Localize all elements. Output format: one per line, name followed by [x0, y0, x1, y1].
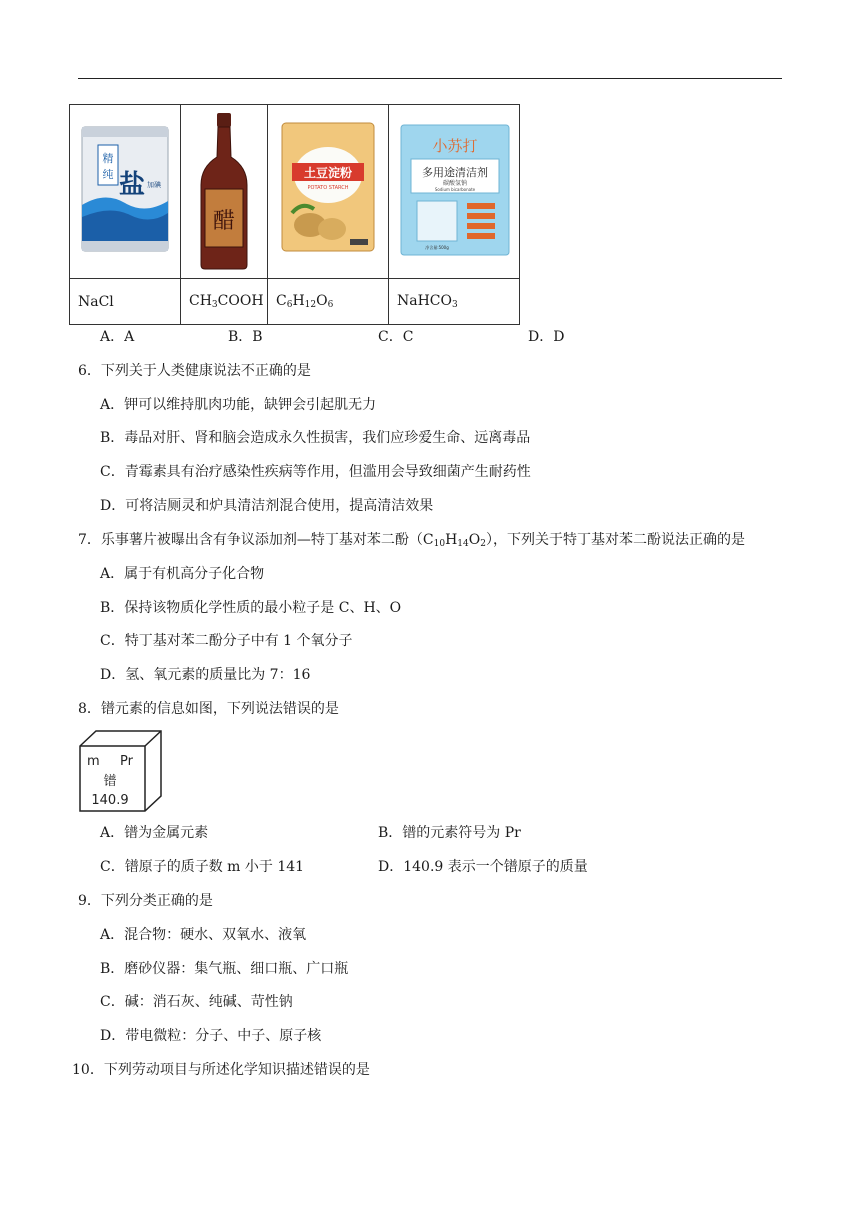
soda-band: 多用途清洁剂: [422, 166, 488, 179]
q6-option-b[interactable]: B．毒品对肝、肾和脑会造成永久性损害，我们应珍爱生命、远离毒品: [100, 430, 531, 446]
q5-option-b[interactable]: B．B: [228, 329, 263, 345]
q7-option-a[interactable]: A．属于有机高分子化合物: [100, 566, 265, 582]
q7-h: H: [445, 532, 458, 548]
q7-option-c[interactable]: C．特丁基对苯二酚分子中有 1 个氧分子: [100, 633, 353, 649]
header-rule: [78, 78, 782, 79]
soda-weight: 净含量:500g: [425, 245, 449, 250]
formula-acetic-sub: 3: [211, 300, 218, 310]
starch-label: 土豆淀粉: [303, 166, 353, 180]
formula-acetic-1: CH: [189, 293, 212, 309]
q9-option-d[interactable]: D．带电微粒：分子、中子、原子核: [100, 1028, 322, 1044]
starch-picture-cell: [268, 105, 389, 279]
element-mass: 140.9: [91, 793, 129, 808]
q10-stem: 10．下列劳动项目与所述化学知识描述错误的是: [72, 1062, 370, 1078]
q7-option-b[interactable]: B．保持该物质化学性质的最小粒子是 C、H、O: [100, 600, 402, 616]
q8-option-c[interactable]: C．镨原子的质子数 m 小于 141: [100, 859, 305, 875]
soda-picture-cell: [389, 105, 520, 279]
starch-sub-label: POTATO STARCH: [307, 185, 349, 191]
q7-stem: [78, 530, 745, 554]
q6-option-d[interactable]: D．可将洁厕灵和炉具清洁剂混合使用，提高清洁效果: [100, 498, 434, 514]
soda-sub: 碳酸氢钠: [442, 180, 468, 187]
element-cell-diagram: [79, 730, 163, 812]
q7-sub-2: 14: [457, 539, 469, 549]
vinegar-picture-cell: [181, 105, 268, 279]
q9-option-b[interactable]: B．磨砂仪器：集气瓶、细口瓶、广口瓶: [100, 961, 349, 977]
q5-option-a[interactable]: A．A: [100, 329, 135, 345]
q6-option-a[interactable]: A．钾可以维持肌肉功能，缺钾会引起肌无力: [100, 397, 377, 413]
element-name: 镨: [103, 774, 117, 789]
q7-sub-3: 2: [480, 539, 486, 549]
formula-cell: [70, 279, 181, 325]
q5-option-c[interactable]: C．C: [378, 329, 414, 345]
formula-nahco3: NaHCO: [397, 293, 452, 309]
q9-stem: 9．下列分类正确的是: [78, 893, 213, 909]
formula-glucose-sub-o: 6: [327, 300, 334, 310]
formula-glucose-c: C: [276, 293, 287, 309]
salt-bag-image: [70, 105, 180, 274]
soda-title: 小苏打: [432, 137, 478, 155]
salt-title-2: 纯: [102, 168, 114, 181]
q9-option-a[interactable]: A．混合物：硬水、双氧水、液氧: [100, 927, 307, 943]
formula-nahco3-sub: 3: [452, 300, 458, 310]
q7-o: O: [468, 532, 481, 548]
formula-nacl: NaCl: [78, 293, 114, 310]
q7-stem-a: 7．乐事薯片被曝出含有争议添加剂—特丁基对苯二酚（C: [78, 532, 434, 548]
q7-stem-b: ），下列关于特丁基对苯二酚说法正确的是: [485, 532, 745, 548]
soda-en: Sodium bicarbonate: [434, 187, 476, 192]
salt-title-1: 精: [102, 152, 114, 165]
q7-option-d[interactable]: D．氢、氧元素的质量比为 7：16: [100, 667, 311, 683]
starch-bag-image: [268, 105, 388, 274]
vinegar-label: 醋: [212, 209, 236, 234]
element-symbol: Pr: [120, 754, 133, 769]
formula-glucose-sub-c: 6: [286, 300, 293, 310]
formula-cell: [181, 279, 268, 325]
salt-picture-cell: [70, 105, 181, 279]
formula-glucose-sub-h: 12: [304, 300, 317, 310]
formula-acetic-2: COOH: [217, 293, 264, 309]
formula-glucose-o: O: [316, 293, 328, 309]
product-table: [69, 104, 520, 325]
q8-option-a[interactable]: A．镨为金属元素: [100, 825, 209, 841]
formula-cell: [268, 279, 389, 325]
q6-option-c[interactable]: C．青霉素具有治疗感染性疾病等作用，但滥用会导致细菌产生耐药性: [100, 464, 531, 480]
salt-big-label: 盐: [118, 170, 146, 200]
q6-stem: 6．下列关于人类健康说法不正确的是: [78, 363, 311, 379]
formula-cell: [389, 279, 520, 325]
formula-glucose-h: H: [292, 293, 305, 309]
q5-option-d[interactable]: D．D: [528, 329, 565, 345]
q8-option-b[interactable]: B．镨的元素符号为 Pr: [378, 825, 521, 841]
element-number: m: [87, 754, 100, 769]
salt-small-label: 加碘: [147, 181, 161, 189]
q8-option-d[interactable]: D．140.9 表示一个镨原子的质量: [378, 859, 588, 875]
vinegar-bottle-image: [181, 105, 267, 274]
q7-sub-1: 10: [433, 539, 446, 549]
q8-stem: 8．镨元素的信息如图，下列说法错误的是: [78, 701, 339, 717]
q9-option-c[interactable]: C．碱：消石灰、纯碱、苛性钠: [100, 994, 293, 1010]
soda-bag-image: [389, 105, 519, 274]
